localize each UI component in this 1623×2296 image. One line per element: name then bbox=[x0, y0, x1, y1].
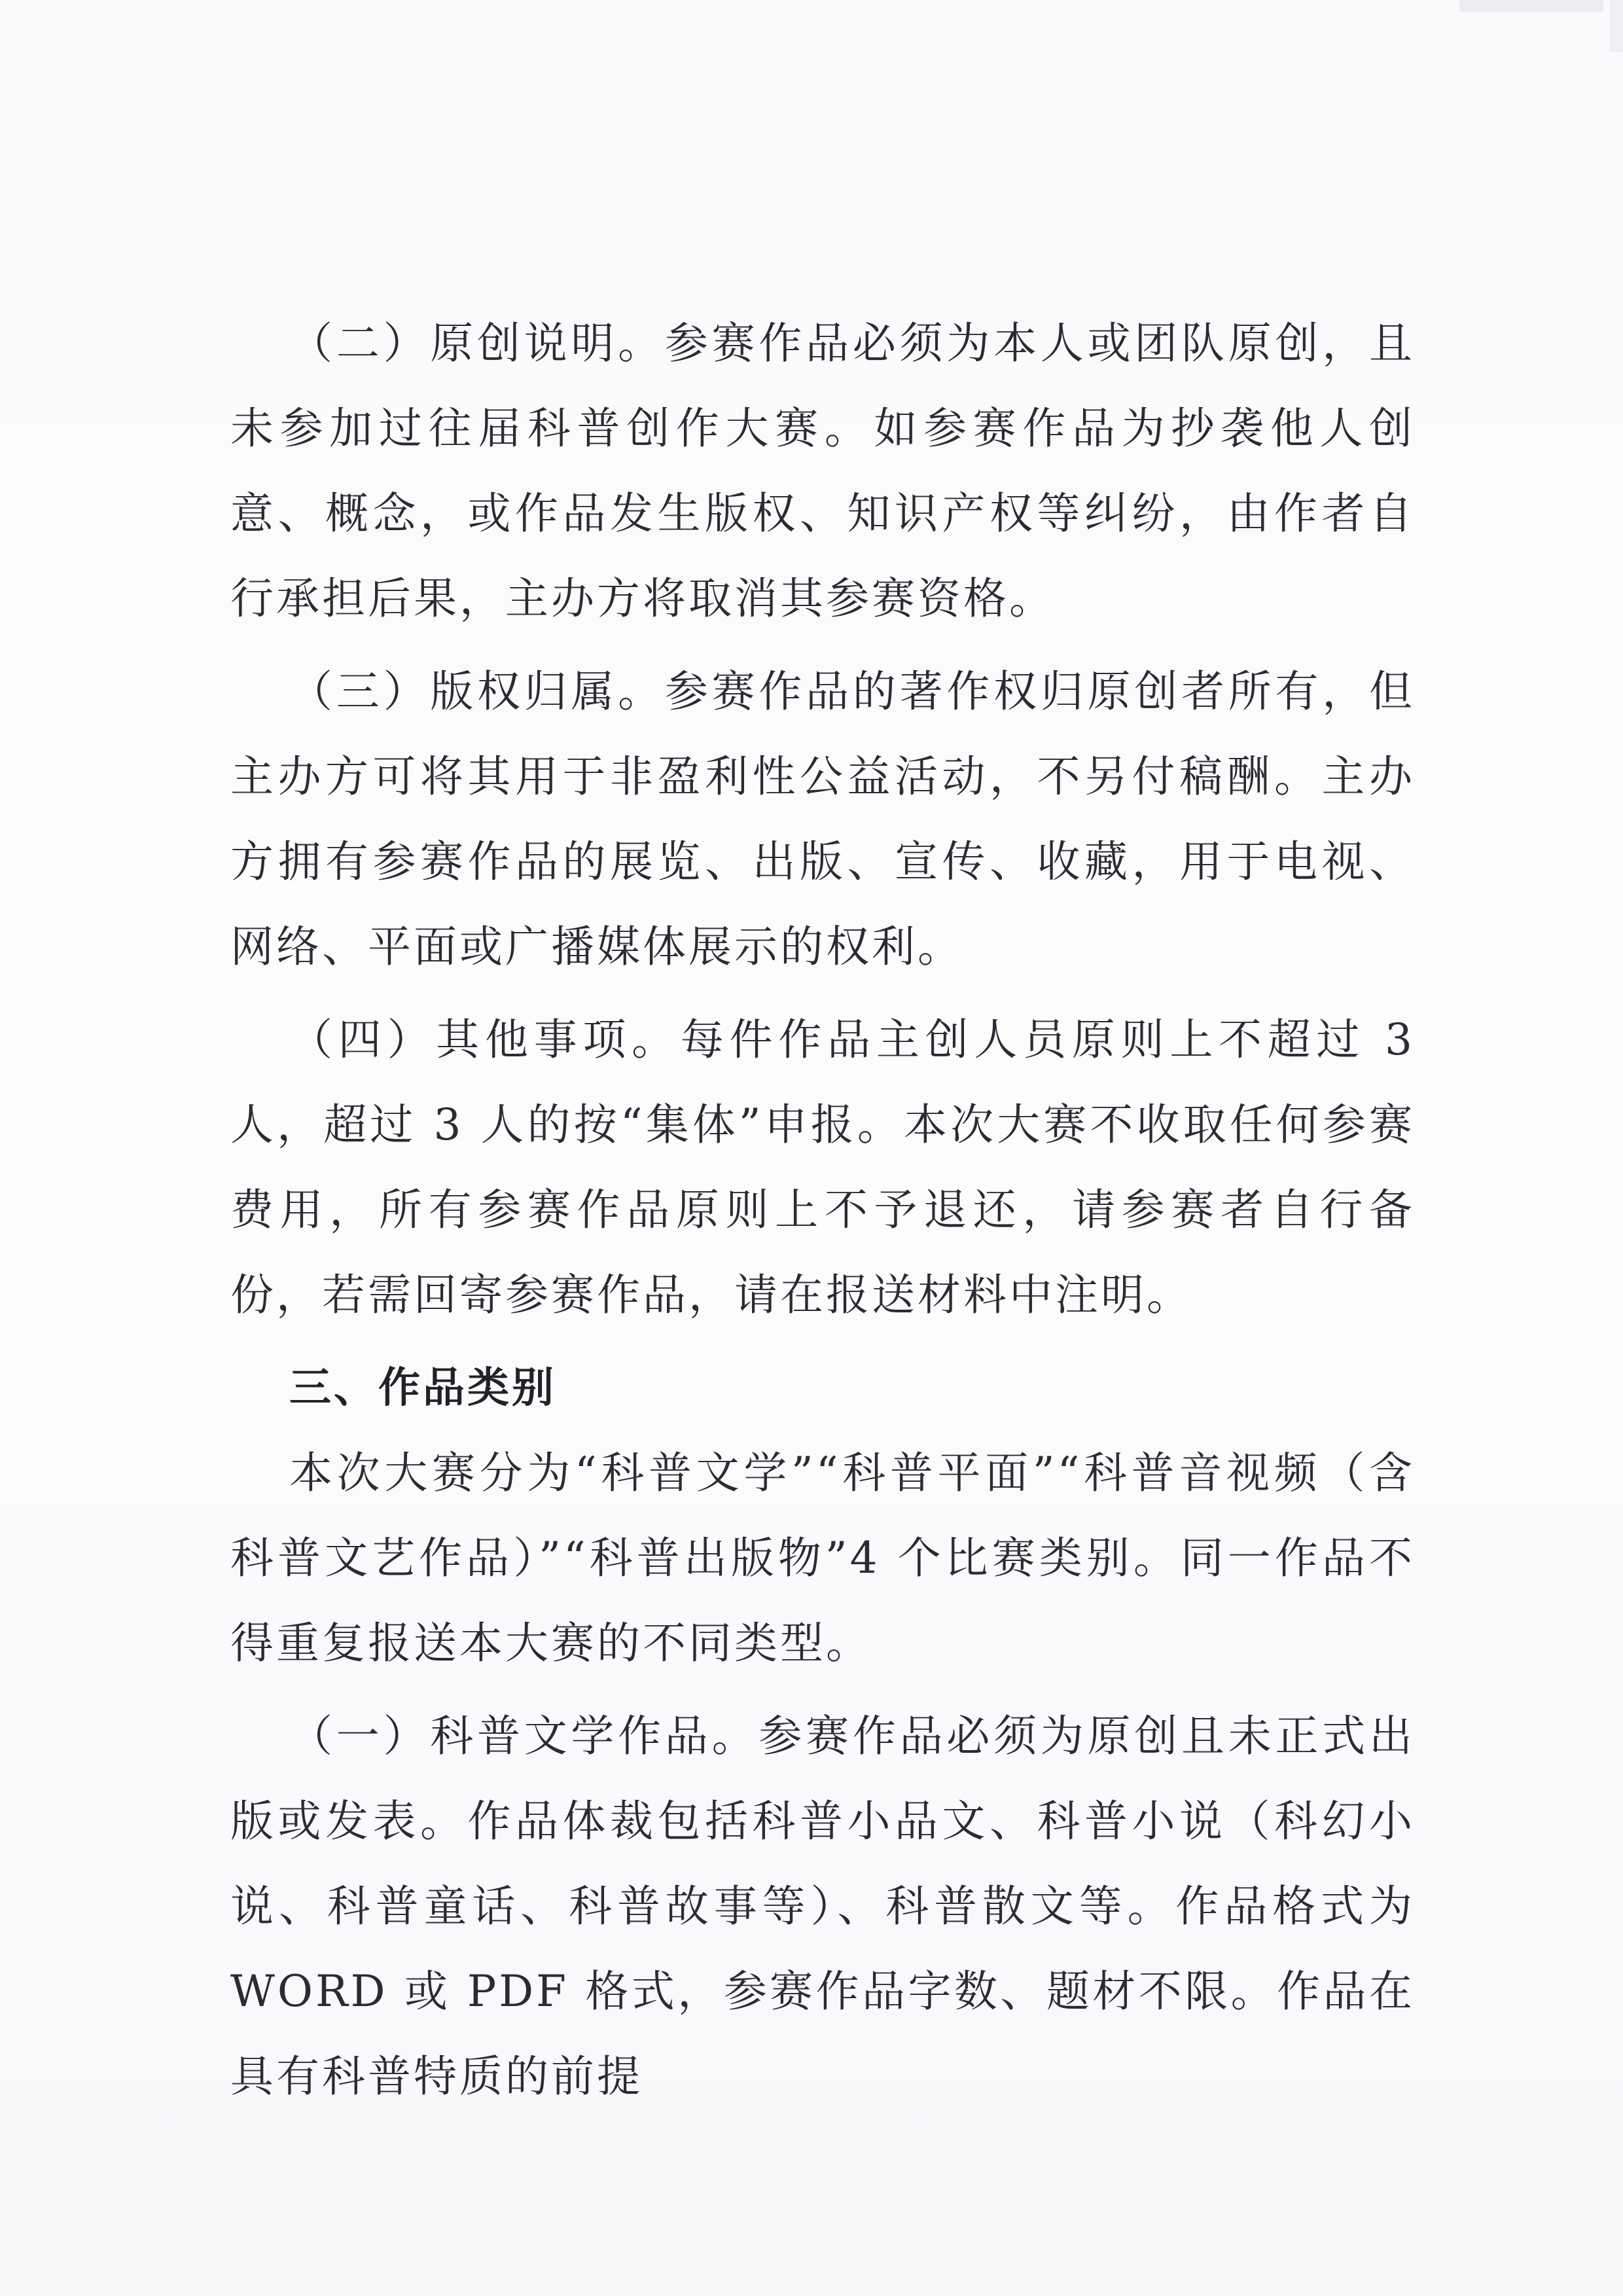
section-heading-categories: 三、作品类别 bbox=[289, 1364, 556, 1412]
paragraph-other-matters: （四）其他事项。每件作品主创人员原则上不超过 3 人，超过 3 人的按“集体”申报。本次大赛不收取任何参赛费用，所有参赛作品原则上不予退还，请参赛者自行备份，若需回寄参赛作品，请在报送材料中注明。 bbox=[230, 1014, 1415, 1320]
paragraph-literature: （一）科普文学作品。参赛作品必须为原创且未正式出版或发表。作品体裁包括科普小品文、科普小说（科幻小说、科普童话、科普故事等）、科普散文等。作品格式为 WORD 或 PDF 格式，参赛作品字数、题材不限。作品在具有科普特质的前提 bbox=[230, 1711, 1415, 2102]
paragraph-originality: （二）原创说明。参赛作品必须为本人或团队原创，且未参加过往届科普创作大赛。如参赛作品为抄袭他人创意、概念，或作品发生版权、知识产权等纠纷，由作者自行承担后果，主办方将取消其参赛资格。 bbox=[230, 318, 1415, 624]
paragraph-copyright: （三）版权归属。参赛作品的著作权归原创者所有，但主办方可将其用于非盈利性公益活动，不另付稿酬。主办方拥有参赛作品的展览、出版、宣传、收藏，用于电视、网络、平面或广播媒体展示的权利。 bbox=[230, 666, 1415, 972]
scan-edge-mark-corner bbox=[1610, 0, 1623, 52]
paragraph-categories: 本次大赛分为“科普文学”“科普平面”“科普音视频（含科普文艺作品）”“科普出版物”4 个比赛类别。同一作品不得重复报送本大赛的不同类型。 bbox=[230, 1448, 1415, 1668]
scan-edge-mark bbox=[1459, 0, 1603, 12]
document-body bbox=[230, 301, 1415, 2127]
